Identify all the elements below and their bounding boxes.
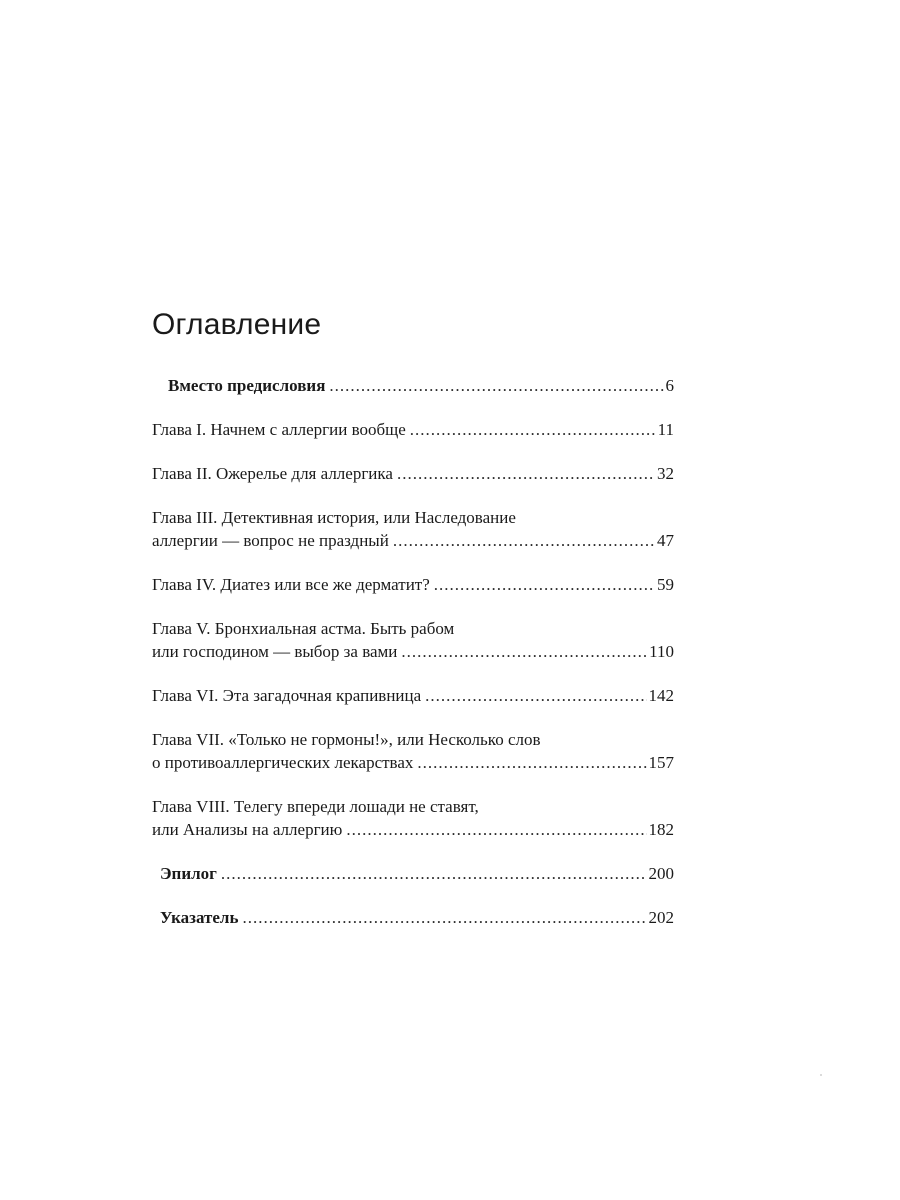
toc-page-number: 59 [657, 575, 674, 594]
toc-page-number: 142 [648, 686, 674, 705]
toc-entry-text: Глава VII. «Только не гормоны!», или Несколько слов [152, 730, 541, 749]
dot-leader [401, 640, 647, 663]
table-of-contents [152, 374, 674, 950]
toc-page-number: 202 [648, 908, 674, 927]
toc-page-number: 157 [648, 753, 674, 772]
toc-entry-row [152, 684, 674, 707]
toc-entry-row [152, 573, 674, 596]
dot-leader [393, 529, 655, 552]
toc-entry-text: Глава VIII. Телегу впереди лошади не ставят, [152, 797, 479, 816]
dot-leader [346, 818, 646, 841]
toc-entry-row [152, 751, 674, 774]
dot-leader [410, 418, 656, 441]
toc-entry[interactable] [152, 862, 674, 885]
page-corner-mark [820, 1074, 822, 1076]
toc-entry-text: Глава I. Начнем с аллергии вообще [152, 420, 406, 439]
toc-entry[interactable] [152, 684, 674, 707]
toc-entry-text: Глава V. Бронхиальная астма. Быть рабом [152, 619, 455, 638]
toc-entry-text: о противоаллергических лекарствах [152, 753, 414, 772]
toc-entry-row [168, 374, 674, 397]
toc-entry[interactable] [152, 506, 674, 552]
toc-page-number: 182 [648, 820, 674, 839]
toc-entry-text: Глава VI. Эта загадочная крапивница [152, 686, 422, 705]
toc-entry[interactable] [152, 906, 674, 929]
toc-entry-text: Эпилог [160, 864, 217, 883]
dot-leader [425, 684, 646, 707]
toc-entry[interactable] [152, 573, 674, 596]
toc-entry-row [160, 862, 674, 885]
toc-page-number: 6 [665, 376, 674, 395]
toc-entry-row [152, 640, 674, 663]
toc-entry-row [152, 462, 674, 485]
toc-entry-text: Глава II. Ожерелье для аллергика [152, 464, 393, 483]
toc-entry[interactable] [152, 728, 674, 774]
toc-page-number: 11 [657, 420, 674, 439]
toc-page-number: 47 [657, 531, 674, 550]
toc-entry-text: или Анализы на аллергию [152, 820, 343, 839]
toc-entry[interactable] [152, 795, 674, 841]
toc-entry-row [152, 418, 674, 441]
dot-leader [221, 862, 647, 885]
toc-entry-row [160, 906, 674, 929]
toc-entry-text: или господином — выбор за вами [152, 642, 398, 661]
page-title: Оглавление [152, 308, 322, 341]
toc-entry[interactable] [152, 462, 674, 485]
toc-entry-text: Вместо предисловия [168, 376, 326, 395]
toc-entry[interactable] [152, 617, 674, 663]
dot-leader [434, 573, 655, 596]
dot-leader [242, 906, 646, 929]
toc-entry-row [152, 529, 674, 552]
toc-page-number: 110 [649, 642, 674, 661]
dot-leader [417, 751, 646, 774]
toc-entry[interactable] [152, 374, 674, 397]
toc-entry-text: аллергии — вопрос не праздный [152, 531, 389, 550]
toc-entry-text: Глава III. Детективная история, или Наследование [152, 508, 516, 527]
toc-entry[interactable] [152, 418, 674, 441]
dot-leader [329, 374, 663, 397]
dot-leader [397, 462, 655, 485]
toc-entry-row [152, 818, 674, 841]
toc-entry-text: Указатель [160, 908, 239, 927]
toc-page-number: 200 [648, 864, 674, 883]
toc-entry-text: Глава IV. Диатез или все же дерматит? [152, 575, 430, 594]
toc-page-number: 32 [657, 464, 674, 483]
